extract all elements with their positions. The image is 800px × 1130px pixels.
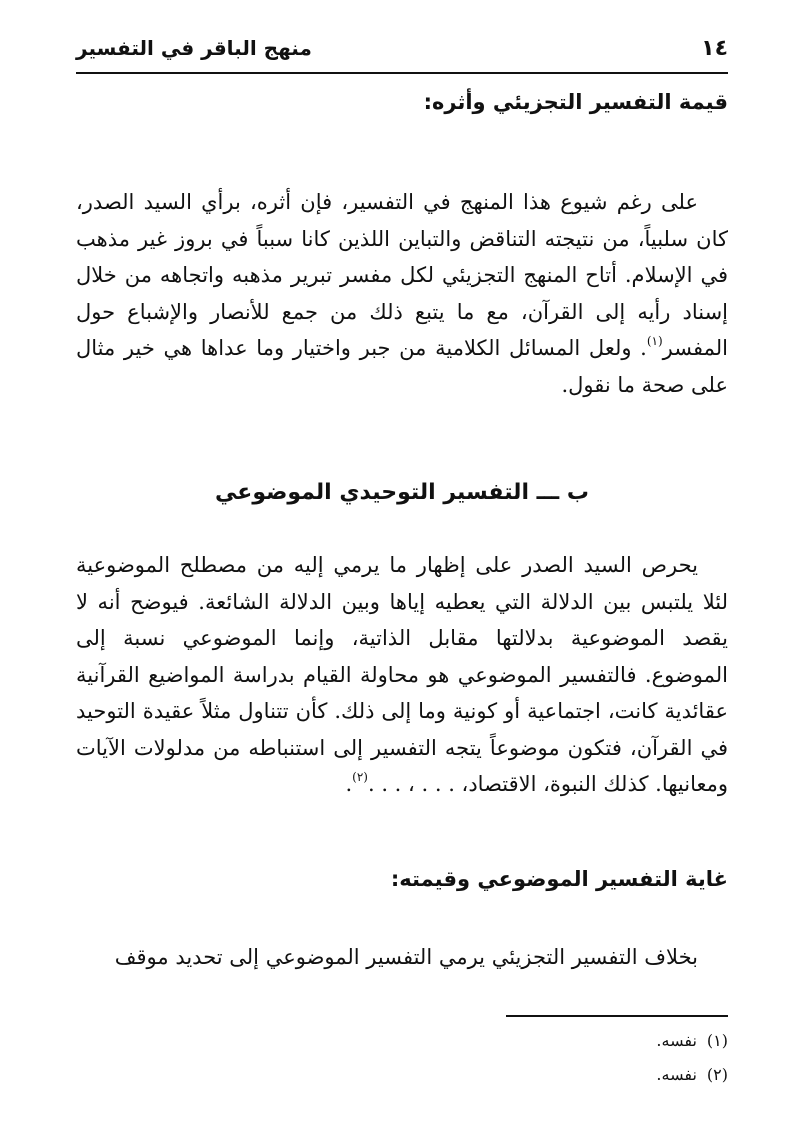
footnote-text: نفسه.: [656, 1031, 697, 1050]
footnote: [76, 1024, 728, 1058]
paragraph-text: على رغم شيوع هذا المنهج في التفسير، فإن أثره، برأي السيد الصدر، كان سلبياً، من نتيجته التناقض والتباين اللذين كانا سبباً في بروز غير مذهب في الإسلام. أتاح المنهج التجزيئي لكل مفسر تبرير مذهبه واتجاهه من خلال إسناد رأيه إلى القرآن، مع ما يتبع ذلك من جمع للأنصار والإشباع حول المفسر: [76, 190, 728, 360]
footnotes: [76, 1024, 728, 1092]
paragraph-text-tail: . ولعل المسائل الكلامية من جبر واختيار وما عداها هي خير مثال على صحة ما نقول.: [76, 336, 728, 397]
paragraph-text: يحرص السيد الصدر على إظهار ما يرمي إليه من مصطلح الموضوعية لئلا يلتبس بين الدلالة التي يعطيه إياها وبين الدلالة الشائعة. فيوضح أنه لا يقصد الموضوعية بدلالتها مقابل الذاتية، وإنما الموضوعي نسبة إلى الموضوع. فالتفسير الموضوعي هو محاولة القيام بدراسة المواضيع القرآنية عقائدية كانت، اجتماعية أو كونية وما إلى ذلك. كأن تتناول مثلاً عقيدة التوحيد في القرآن، فتكون موضوعاً يتجه التفسير إلى استنباطه من مدلولات الآيات ومعانيها. كذلك النبوة، الاقتصاد، . . . ، . . .: [76, 553, 728, 796]
footnote-reference[interactable]: (٢): [352, 770, 368, 784]
section-paragraph: [76, 939, 728, 976]
section-paragraph: [76, 184, 728, 403]
header-rule: [76, 72, 728, 74]
page-header: [76, 28, 728, 68]
footnote-number: (١): [706, 1031, 728, 1050]
page-number: ١٤: [701, 35, 728, 61]
section-heading: ب ـــ التفسير التوحيدي الموضوعي: [215, 480, 589, 505]
footnote-text: نفسه.: [656, 1065, 697, 1084]
paragraph-text-tail: .: [345, 772, 353, 796]
section-heading: قيمة التفسير التجزيئي وأثره:: [423, 90, 728, 114]
running-title: منهج الباقر في التفسير: [76, 36, 312, 60]
footnote-reference[interactable]: (١): [646, 334, 663, 348]
footnote: [76, 1058, 728, 1092]
footnote-number: (٢): [706, 1065, 728, 1084]
paragraph-text: بخلاف التفسير التجزيئي يرمي التفسير الموضوعي إلى تحديد موقف: [114, 944, 698, 969]
section-heading: غاية التفسير الموضوعي وقيمته:: [390, 866, 728, 891]
footnote-separator: [506, 1015, 728, 1017]
section-paragraph: [76, 547, 728, 803]
page-body: [76, 82, 728, 975]
